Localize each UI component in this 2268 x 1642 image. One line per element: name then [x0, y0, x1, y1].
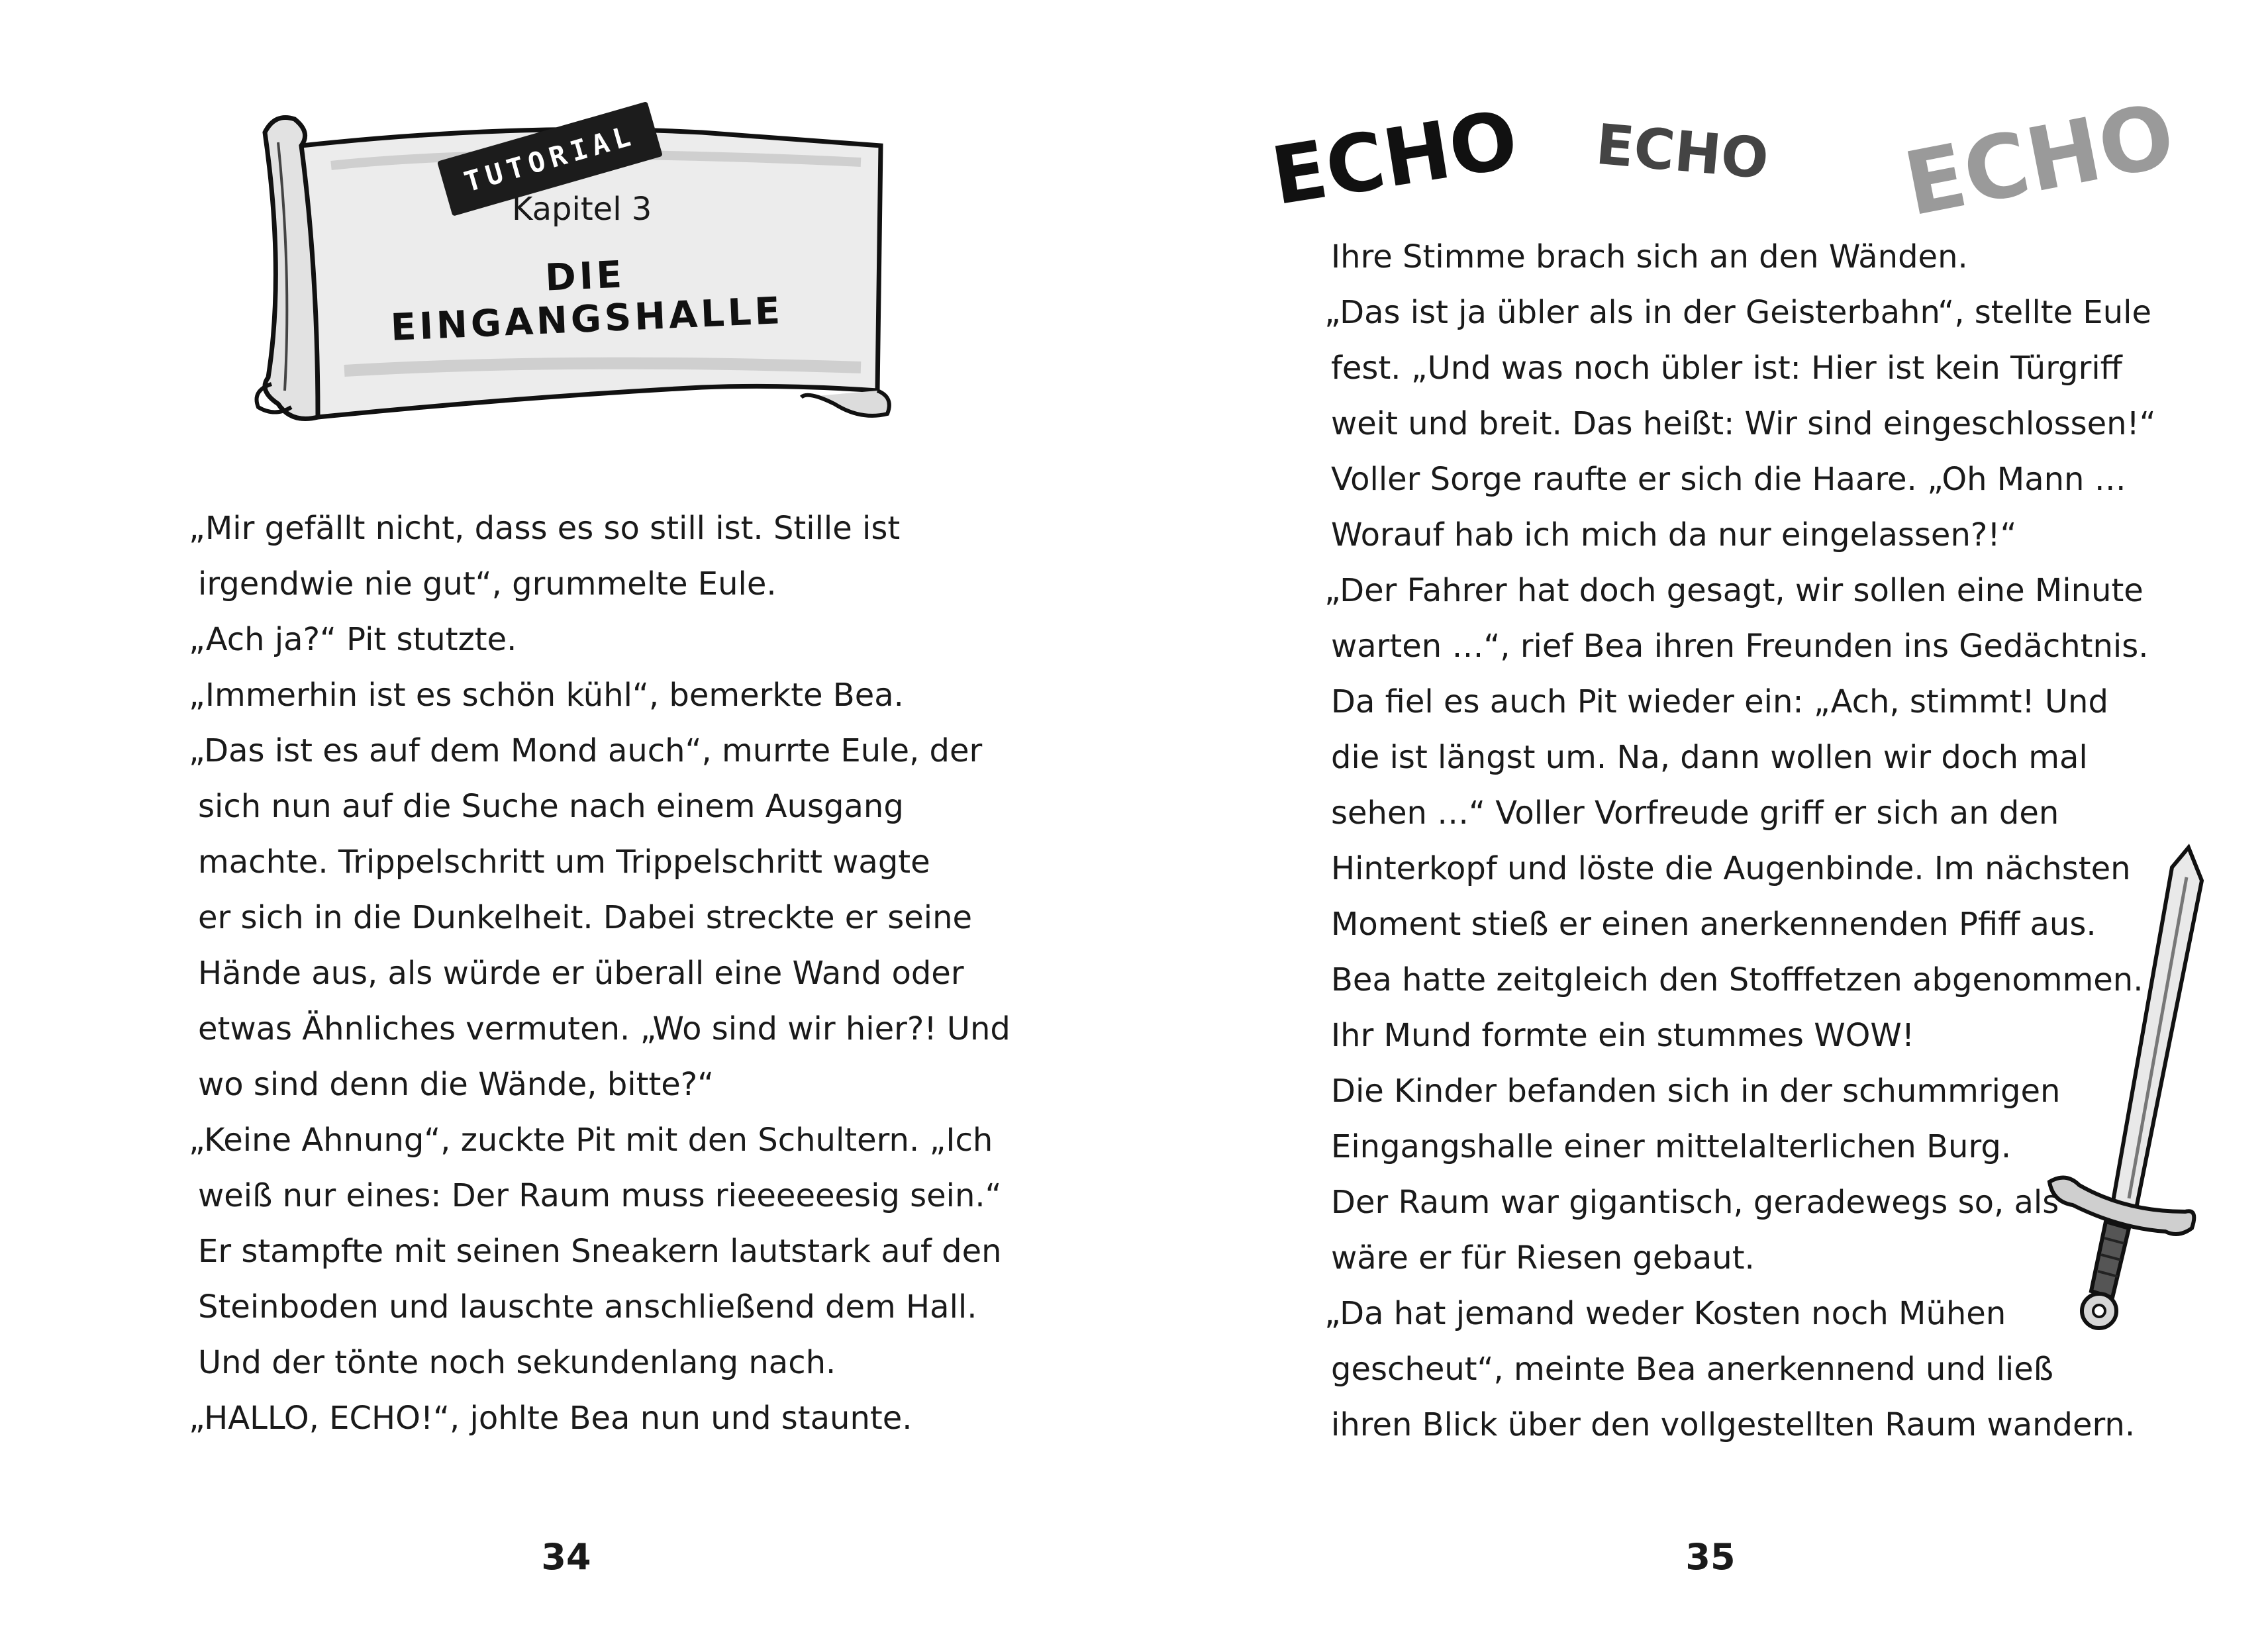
text-line: Eingangshalle einer mittelalterlichen Burg. [1331, 1128, 2012, 1165]
text-line: Hände aus, als würde er überall eine Wand oder [198, 955, 964, 992]
text-line: weiß nur eines: Der Raum muss rieeeeeesig sein.“ [198, 1177, 1002, 1214]
text-line: Bea hatte zeitgleich den Stofffetzen abgenommen. [1331, 961, 2144, 998]
text-line: Und der tönte noch sekundenlang nach. [198, 1344, 836, 1381]
text-line: „HALLO, ECHO!“, johlte Bea nun und staunte. [189, 1400, 912, 1437]
text-line: Der Raum war gigantisch, geradewegs so, als [1331, 1184, 2059, 1221]
text-line: „Ach ja?“ Pit stutzte. [189, 621, 517, 658]
text-line: „Mir gefällt nicht, dass es so still ist. Stille ist [189, 510, 901, 547]
text-line: Worauf hab ich mich da nur eingelassen?!“ [1331, 516, 2017, 554]
text-line: er sich in die Dunkelheit. Dabei streckte er seine [198, 899, 973, 936]
sword-icon [2013, 841, 2212, 1344]
text-line: die ist längst um. Na, dann wollen wir doch mal [1331, 739, 2088, 776]
text-line: Hinterkopf und löste die Augenbinde. Im nächsten [1331, 850, 2131, 887]
page-number: 34 [541, 1536, 591, 1578]
echo-word: ECHO [1593, 111, 1771, 192]
text-line: gescheut“, meinte Bea anerkennend und ließ [1331, 1351, 2054, 1388]
chapter-title: DIE EINGANGSHALLE [389, 253, 785, 350]
text-line: Er stampfte mit seinen Sneakern lautstark auf den [198, 1233, 1002, 1270]
text-line: Voller Sorge raufte er sich die Haare. „Oh Mann … [1331, 461, 2126, 498]
text-line: „Der Fahrer hat doch gesagt, wir sollen eine Minute [1324, 572, 2144, 609]
text-line: weit und breit. Das heißt: Wir sind eingeschlossen!“ [1331, 405, 2156, 442]
text-line: fest. „Und was noch übler ist: Hier ist kein Türgriff [1331, 350, 2122, 387]
text-line: Ihre Stimme brach sich an den Wänden. [1331, 238, 1968, 275]
chapter-number: Kapitel 3 [512, 191, 652, 228]
text-line: irgendwie nie gut“, grummelte Eule. [198, 565, 777, 603]
text-line: wäre er für Riesen gebaut. [1331, 1239, 1755, 1277]
chapter-banner [238, 106, 894, 430]
text-line: warten …“, rief Bea ihren Freunden ins Gedächtnis. [1331, 628, 2149, 665]
text-line: „Da hat jemand weder Kosten noch Mühen [1324, 1295, 2006, 1332]
text-line: Da fiel es auch Pit wieder ein: „Ach, stimmt! Und [1331, 683, 2108, 720]
echo-word: ECHO [1897, 84, 2183, 236]
echo-word: ECHO [1265, 93, 1524, 224]
text-line: etwas Ähnliches vermuten. „Wo sind wir hier?! Und [198, 1010, 1011, 1047]
text-line: „Immerhin ist es schön kühl“, bemerkte Bea. [189, 677, 904, 714]
text-line: Steinboden und lauschte anschließend dem Hall. [198, 1288, 977, 1326]
text-line: „Das ist ja übler als in der Geisterbahn“, stellte Eule [1324, 294, 2152, 331]
text-line: sehen …“ Voller Vorfreude griff er sich an den [1331, 795, 2059, 832]
tutorial-tag-label: TUTORIAL [460, 119, 640, 199]
text-line: machte. Trippelschritt um Trippelschritt wagte [198, 844, 930, 881]
text-line: wo sind denn die Wände, bitte?“ [198, 1066, 715, 1103]
text-line: Ihr Mund formte ein stummes WOW! [1331, 1017, 1915, 1054]
text-line: ihren Blick über den vollgestellten Raum wandern. [1331, 1406, 2136, 1443]
text-line: Moment stieß er einen anerkennenden Pfiff aus. [1331, 906, 2096, 943]
text-line: Die Kinder befanden sich in der schummrigen [1331, 1073, 2061, 1110]
text-line: „Keine Ahnung“, zuckte Pit mit den Schultern. „Ich [189, 1122, 993, 1159]
text-line: sich nun auf die Suche nach einem Ausgang [198, 788, 904, 825]
text-line: „Das ist es auf dem Mond auch“, murrte Eule, der [189, 732, 983, 769]
page-number: 35 [1685, 1536, 1736, 1578]
